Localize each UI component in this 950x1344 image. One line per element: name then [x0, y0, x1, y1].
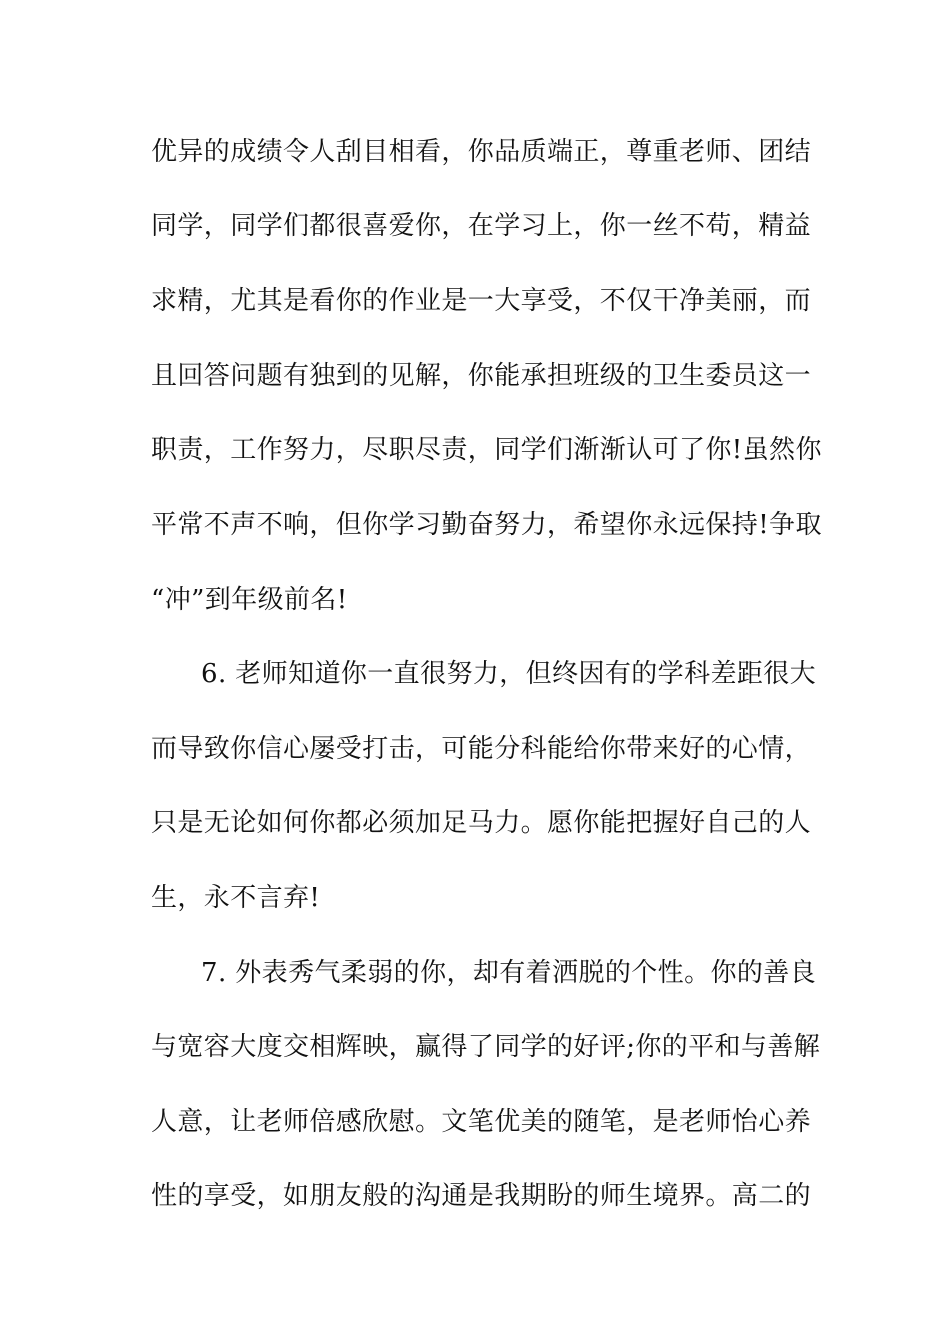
text-line: 平常不声不响，但你学习勤奋努力，希望你永远保持!争取	[151, 510, 822, 540]
text-line: 职责，工作努力，尽职尽责，同学们渐渐认可了你!虽然你	[151, 435, 822, 465]
text-line: 与宽容大度交相辉映，赢得了同学的好评;你的平和与善解	[151, 1032, 821, 1062]
text-line: 性的享受，如朋友般的沟通是我期盼的师生境界。高二的	[151, 1181, 812, 1211]
text-line: 只是无论如何你都必须加足马力。愿你能把握好自己的人	[151, 808, 812, 838]
text-line: 生，永不言弃!	[151, 883, 321, 913]
text-line: 而导致你信心屡受打击，可能分科能给你带来好的心情，	[151, 734, 812, 764]
text-line: 且回答问题有独到的见解，你能承担班级的卫生委员这一	[151, 361, 812, 391]
text-line: 人意，让老师倍感欣慰。文笔优美的随笔，是老师怡心养	[151, 1107, 812, 1137]
paragraph-6-first-line: 6. 老师知道你一直很努力，但终因有的学科差距很大	[201, 659, 817, 689]
text-line: 求精，尤其是看你的作业是一大享受，不仅干净美丽，而	[151, 286, 812, 316]
paragraph-7-first-line: 7. 外表秀气柔弱的你，却有着洒脱的个性。你的善良	[201, 958, 817, 988]
text-line: 同学，同学们都很喜爱你，在学习上，你一丝不苟，精益	[151, 211, 812, 241]
text-line: “冲”到年级前名!	[151, 585, 348, 615]
text-line: 优异的成绩令人刮目相看，你品质端正，尊重老师、团结	[151, 137, 812, 167]
